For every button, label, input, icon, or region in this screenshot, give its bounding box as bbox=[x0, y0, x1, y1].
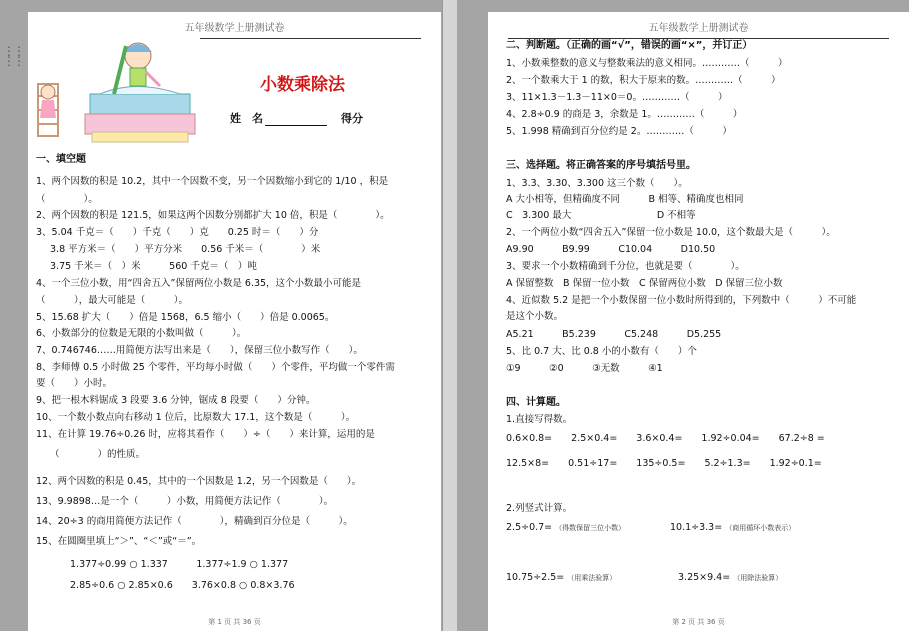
vertical-calc-expr: 2.5÷0.7= bbox=[506, 522, 553, 533]
judge-item: 1、小数乘整数的意义与整数乘法的意义相同。…………（ ） bbox=[506, 58, 788, 69]
document-page-1 bbox=[28, 12, 441, 631]
question-line: 10、一个数小数点向右移动 1 位后，比原数大 17.1，这个数是（ ）。 bbox=[36, 412, 356, 423]
name-blank[interactable] bbox=[265, 115, 327, 126]
student-info-line bbox=[230, 110, 363, 126]
question-line: 6、小数部分的位数是无限的小数叫做（ ）。 bbox=[36, 328, 247, 339]
choice-item: 4、近似数 5.2 是把一个小数保留一位小数时所得到的，下列数中（ ）不可能 bbox=[506, 295, 857, 306]
question-line: 14、20÷3 的商用简便方法记作（ ），精确到百分位是（ ）。 bbox=[36, 516, 353, 527]
calc-subheading: 1.直接写得数。 bbox=[506, 414, 573, 425]
question-line: 9、把一根木料锯成 3 段要 3.6 分钟，锯成 8 段要（ ）分钟。 bbox=[36, 395, 316, 406]
page-header: 五年级数学上册测试卷 bbox=[48, 20, 421, 39]
vertical-calc-item bbox=[506, 522, 625, 534]
page-gap bbox=[460, 0, 488, 631]
choice-item: C 3.300 最大 D 不相等 bbox=[506, 210, 696, 221]
section-choice-heading: 三、选择题。将正确答案的序号填括号里。 bbox=[506, 160, 696, 171]
judge-item: 2、一个数乘大于 1 的数，积大于原来的数。…………（ ） bbox=[506, 75, 781, 86]
question-line: 2、两个因数的积是 121.5，如果这两个因数分别都扩大 10 倍，积是（ ）。 bbox=[36, 210, 390, 221]
document-page-2 bbox=[488, 12, 909, 631]
vertical-calc-note: （商用循环小数表示） bbox=[725, 524, 796, 532]
question-line: 8、李师傅 0.5 小时做 25 个零件，平均每小时做（ ）个零件，平均做一个零件需 bbox=[36, 362, 395, 373]
section-fill-blank-heading: 一、填空题 bbox=[36, 154, 86, 165]
choice-item: A 大小相等，但精确度不同 B 相等、精确度也相同 bbox=[506, 194, 744, 205]
vertical-calc-expr: 10.1÷3.3= bbox=[670, 522, 723, 533]
drag-handle-icon[interactable]: ⋮⋮ ⋮⋮ bbox=[3, 44, 23, 68]
judge-item: 5、1.998 精确到百分位约是 2。…………（ ） bbox=[506, 126, 732, 137]
vertical-calc-note: （得数保留三位小数） bbox=[555, 524, 626, 532]
name-label: 姓 名 bbox=[230, 112, 263, 125]
page-footer: 第 1 页 共 36 页 bbox=[208, 618, 261, 626]
question-line: 15、在圆圈里填上“＞”、“＜”或“＝”。 bbox=[36, 536, 202, 547]
question-line: 12、两个因数的积是 0.45，其中的一个因数是 1.2，另一个因数是（ ）。 bbox=[36, 476, 362, 487]
cartoon-girl-on-books-illustration bbox=[30, 34, 200, 144]
judge-item: 4、2.8÷0.9 的商是 3，余数是 1。…………（ ） bbox=[506, 109, 743, 120]
question-line: 3.8 平方米＝（ ）平方分米 0.56 千米＝（ ）米 bbox=[50, 244, 321, 255]
vertical-calc-item bbox=[506, 572, 616, 584]
question-line: 3、5.04 千克＝（ ）千克（ ）克 0.25 时＝（ ）分 bbox=[36, 227, 319, 238]
question-line: 13、9.9898…是一个（ ）小数，用简便方法记作（ ）。 bbox=[36, 496, 334, 507]
question-line: 4、一个三位小数，用“四舍五入”保留两位小数是 6.35，这个小数最小可能是 bbox=[36, 278, 362, 289]
question-line: 11、在计算 19.76÷0.26 时，应将其看作（ ）÷（ ）来计算，运用的是 bbox=[36, 429, 375, 440]
choice-item: 5、比 0.7 大、比 0.8 小的小数有（ ）个 bbox=[506, 346, 697, 357]
question-line: （ ）。 bbox=[36, 194, 98, 205]
vertical-calc-expr: 3.25×9.4= bbox=[678, 572, 731, 583]
choice-item: 1、3.3、3.30、3.300 这三个数（ ）。 bbox=[506, 178, 688, 189]
vertical-calc-note: （用乘法验算） bbox=[567, 574, 617, 582]
compare-line: 1.377÷0.99 ○ 1.337 1.377÷1.9 ○ 1.377 bbox=[70, 559, 289, 570]
left-gutter bbox=[0, 0, 28, 631]
question-line: 3.75 千米＝（ ）米 560 千克＝（ ）吨 bbox=[50, 261, 257, 272]
choice-item: A5.21 B5.239 C5.248 D5.255 bbox=[506, 329, 722, 340]
judge-item: 3、11×1.3－1.3－11×0＝0。…………（ ） bbox=[506, 92, 728, 103]
vertical-scrollbar[interactable] bbox=[442, 0, 457, 631]
section-calc-heading: 四、计算题。 bbox=[506, 397, 566, 408]
document-title: 小数乘除法 bbox=[260, 75, 345, 95]
choice-item: 2、一个两位小数“四舍五入”保留一位小数是 10.0，这个数最大是（ ）。 bbox=[506, 227, 836, 238]
question-line: 7、0.746746……用简便方法写出来是（ ），保留三位小数写作（ ）。 bbox=[36, 345, 363, 356]
vertical-calc-item bbox=[670, 522, 795, 534]
section-judge-heading: 二、判断题。（正确的画“√”，错误的画“×”，并订正） bbox=[506, 40, 753, 51]
vertical-calc-heading: 2.列竖式计算。 bbox=[506, 503, 573, 514]
question-line: 要（ ）小时。 bbox=[36, 378, 113, 389]
score-label: 得分 bbox=[341, 112, 363, 125]
question-line: （ ），最大可能是（ ）。 bbox=[36, 295, 189, 306]
calc-row: 12.5×8= 0.51÷17= 135÷0.5= 5.2÷1.3= 1.92÷0.1= bbox=[506, 458, 822, 469]
choice-item: ①9 ②0 ③无数 ④1 bbox=[506, 363, 663, 374]
compare-line: 2.85÷0.6 ○ 2.85×0.6 3.76×0.8 ○ 0.8×3.76 bbox=[70, 580, 295, 591]
page-header: 五年级数学上册测试卷 bbox=[508, 20, 889, 39]
choice-item: 是这个小数。 bbox=[506, 311, 564, 322]
choice-item: A9.90 B9.99 C10.04 D10.50 bbox=[506, 244, 716, 255]
vertical-calc-note: （用除法验算） bbox=[733, 574, 783, 582]
choice-item: 3、要求一个小数精确到千分位，也就是要（ ）。 bbox=[506, 261, 745, 272]
calc-row: 0.6×0.8= 2.5×0.4= 3.6×0.4= 1.92÷0.04= 67.2÷8 = bbox=[506, 433, 825, 444]
page-footer: 第 2 页 共 36 页 bbox=[672, 618, 725, 626]
choice-item: A 保留整数 B 保留一位小数 C 保留两位小数 D 保留三位小数 bbox=[506, 278, 783, 289]
question-line: 5、15.68 扩大（ ）倍是 1568，6.5 缩小（ ）倍是 0.0065。 bbox=[36, 312, 335, 323]
vertical-calc-expr: 10.75÷2.5= bbox=[506, 572, 565, 583]
question-line: 1、两个因数的积是 10.2，其中一个因数不变，另一个因数缩小到它的 1/10 ，积是 bbox=[36, 176, 389, 187]
vertical-calc-item bbox=[678, 572, 782, 584]
question-line: （ ）的性质。 bbox=[50, 449, 146, 460]
